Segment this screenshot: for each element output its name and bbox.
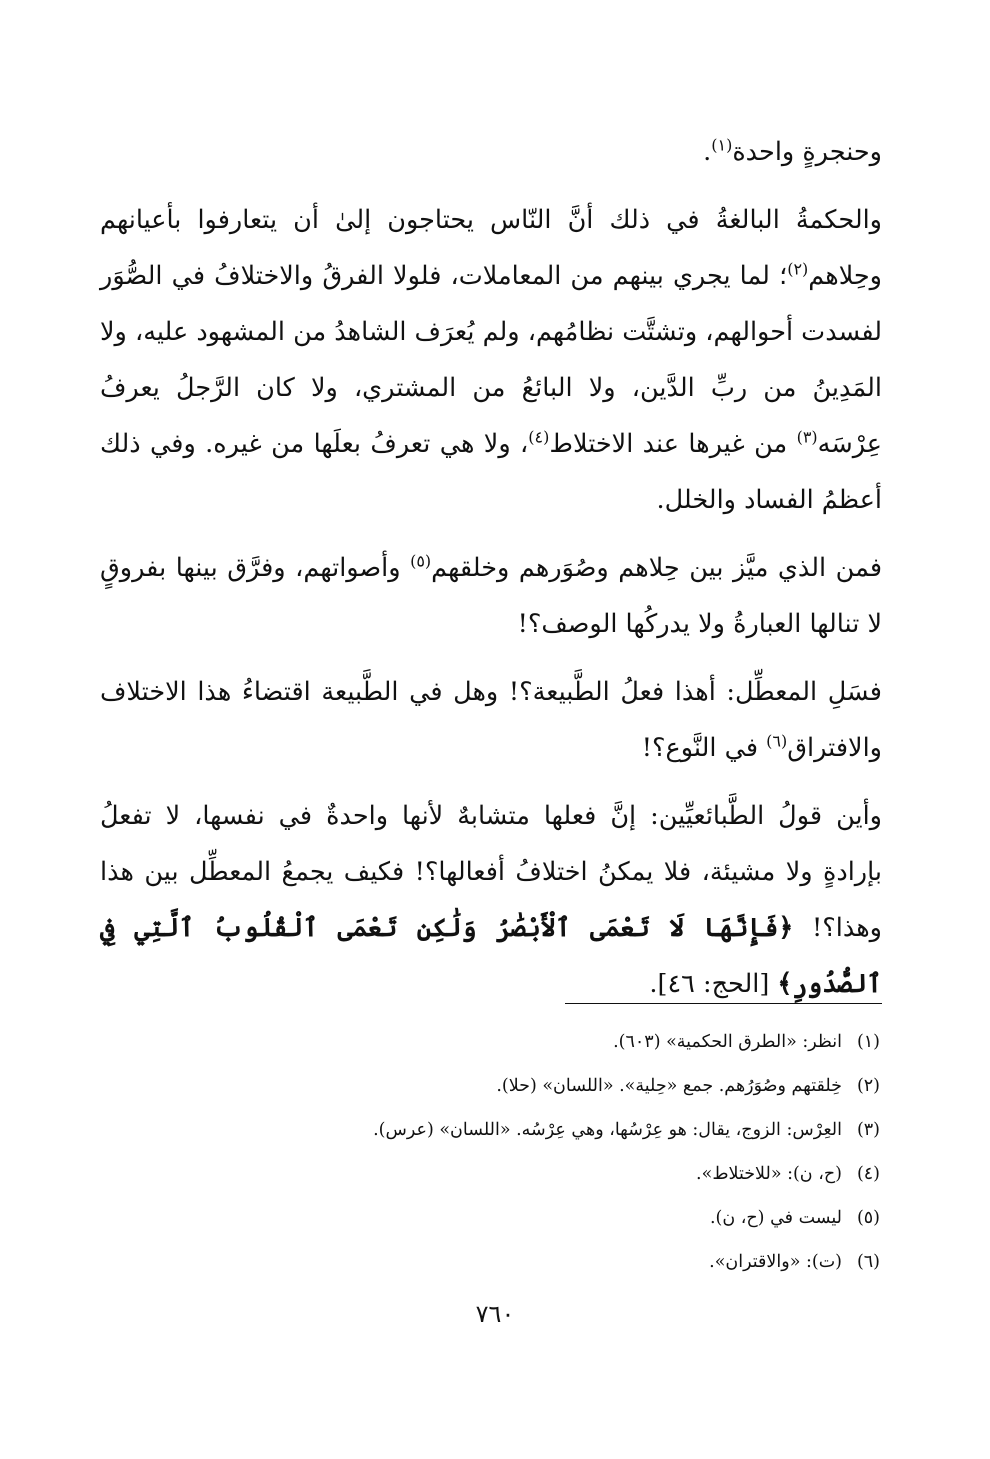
- paragraph-4-text-a: فسَلِ المعطِّل: أهذا فعلُ الطَّبيعة؟! وهل في الطَّبيعة اقتضاءُ هذا الاختلاف والافتراق: [100, 677, 882, 763]
- footnote-number: (٤): [856, 1164, 880, 1184]
- footnote-text: (ح، ن): «للاختلاط».: [696, 1164, 842, 1184]
- paragraph-3-text-b: وأصواتهم، وفرَّق بينها بفروقٍ لا تنالها العبارةُ ولا يدركُها الوصف؟!: [100, 553, 882, 639]
- footnote-text: انظر: «الطرق الحكمية» (٦٠٣).: [613, 1032, 842, 1052]
- footnote-number: (٥): [856, 1208, 880, 1228]
- footnote-text: خِلقتهم وصُوَرُهم. جمع «حِلية». «اللسان» (حلا).: [496, 1076, 842, 1096]
- footnote-number: (٣): [856, 1120, 880, 1140]
- footnote-number: (٢): [856, 1076, 880, 1096]
- paragraph-3-text-a: فمن الذي ميَّز بين حِلاهم وصُوَرهم وخلقهم: [431, 553, 883, 583]
- paragraph-5-citation: [الحج: ٤٦].: [649, 969, 778, 999]
- footnote-ref-4: (٤): [528, 427, 550, 447]
- paragraph-2-text-c: من غيرها عند الاختلاط: [549, 429, 797, 459]
- footnote-text: العِرْس: الزوج، يقال: هو عِرْسُها، وهي عِرْسُه. «اللسان» (عرس).: [373, 1120, 842, 1140]
- footnote-ref-1: (١): [711, 135, 733, 155]
- footnote-2: [100, 1064, 880, 1108]
- paragraph-4-text-b: في النَّوع؟!: [641, 733, 767, 763]
- footnote-6: [100, 1240, 880, 1284]
- footnote-ref-2: (٢): [787, 259, 809, 279]
- paragraph-5: [100, 788, 882, 1012]
- paragraph-2: [100, 192, 882, 528]
- footnote-4: [100, 1152, 880, 1196]
- footnote-text: ليست في (ح، ن).: [709, 1208, 842, 1228]
- paragraph-2-text-d: ، ولا هي تعرفُ بعلَها من غيره. وفي ذلك أعظمُ الفساد والخلل.: [100, 429, 882, 515]
- paragraph-5-text-a: وأين قولُ الطَّبائعيِّين: إنَّ فعلها متشابهٌ لأنها واحدةٌ في نفسها، لا تفعلُ بإرادةٍ ولا مشيئة، فلا يمكنُ اختلافُ أفعالها؟! فكيف يجمعُ المعطِّل بين هذا وهذا؟!: [100, 801, 882, 943]
- paragraph-4: [100, 664, 882, 776]
- footnote-number: (١): [856, 1032, 880, 1052]
- footnote-5: [100, 1196, 880, 1240]
- page-number: ٧٦٠: [475, 1300, 515, 1328]
- quran-verse: ﴿فَإِنَّهَا لَا تَعْمَى ٱلْأَبْصَٰرُ وَلَٰكِن تَعْمَى ٱلْقُلُوبُ ٱلَّتِي فِي ٱلصُّدُورِ﴾: [100, 913, 882, 999]
- paragraph-3: [100, 540, 882, 652]
- footnote-3: [100, 1108, 880, 1152]
- footnote-text: (ت): «والاقتران».: [709, 1252, 842, 1272]
- footnote-ref-5: (٥): [410, 551, 432, 571]
- paragraph-2-text-a: والحكمةُ البالغةُ في ذلك أنَّ النّاس يحتاجون إلىٰ أن يتعارفوا بأعيانهم وحِلاهم: [100, 205, 882, 291]
- footnote-ref-6: (٦): [766, 731, 788, 751]
- paragraph-1-end: .: [703, 137, 712, 167]
- footnote-1: [100, 1020, 880, 1064]
- footnotes: [100, 1020, 880, 1284]
- main-text: [100, 124, 882, 1024]
- paragraph-2-text-b: ؛ لما يجري بينهم من المعاملات، فلولا الفرقُ والاختلافُ في الصُّوَر لفسدت أحوالهم، وتشتَّت نظامُهم، ولم يُعرَف الشاهدُ من المشهود عليه، ولا المَدِينُ من ربِّ الدَّين، ولا البائعُ من المشتري، ولا كان الرَّجلُ يعرفُ عِرْسَه: [100, 261, 882, 459]
- footnote-ref-3: (٣): [796, 427, 818, 447]
- footnote-divider: [565, 1003, 882, 1004]
- footnote-number: (٦): [856, 1252, 880, 1272]
- paragraph-1-text: وحنجرةٍ واحدة: [732, 137, 882, 167]
- paragraph-1: [100, 124, 882, 180]
